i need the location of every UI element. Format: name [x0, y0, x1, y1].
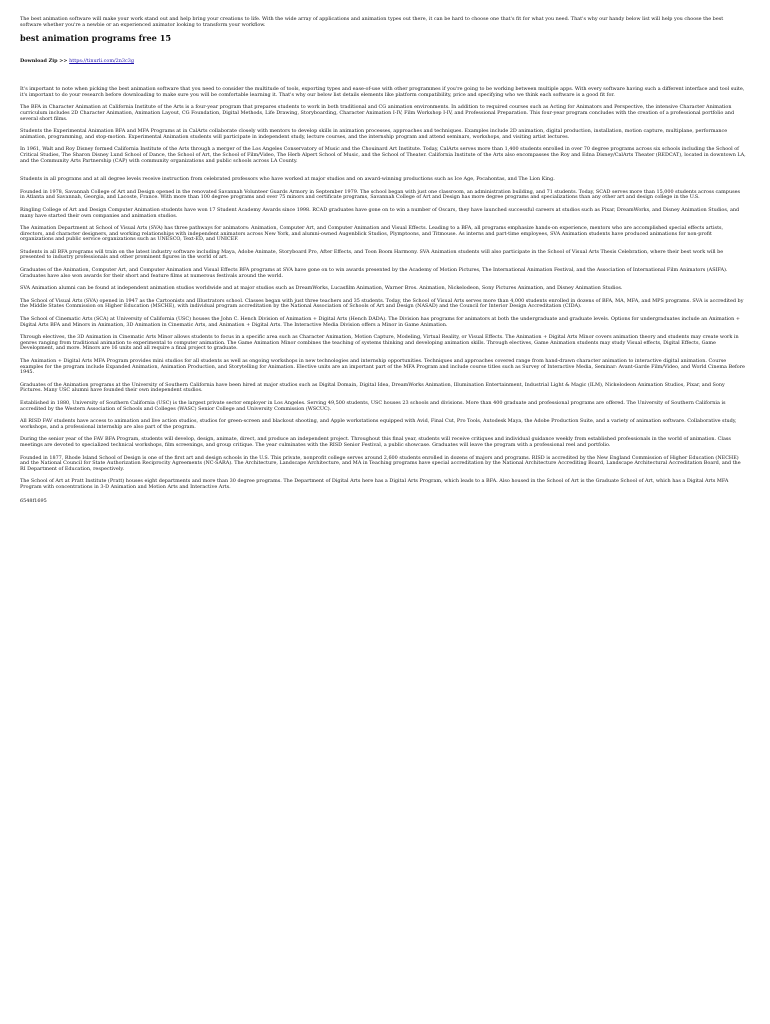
body-paragraph: SVA Animation alumni can be found at independent animation studios worldwide and at major studios such as DreamWorks, Lucasfilm Animation, Warner Bros. Animation, Nickelodeon, Sony Pictures Animation, and Disney Animation Studios. — [20, 285, 623, 292]
page-title: best animation programs free 15 — [20, 33, 172, 44]
body-paragraph: Students the Experimental Animation BFA and MFA Programs at in CalArts collaborate closely with mentors to develop skills in animation processes, approaches and techniques. Examples include 2D animation, digital production, installation, motion capture, multiplane, performance animation, programming, and stop-motion. Experimental Animation students will participate in independent study, lecture courses, and the internship program and attend seminars, workshops, and visiting artist lectures. — [20, 128, 728, 140]
body-paragraph: The School of Visual Arts (SVA) opened in 1947 as the Cartoonists and Illustrators school. Classes began with just three teachers and 35 students. Today, the School of Visual Arts serves more than 4,000 students enrolled in dozens of BFA, MA, MFA, and MPS programs. SVA is accredited by the Middle States Commission on Higher Education (MSCHE), with individual program accreditation by the National Association of Schools of Art and Design (NASAD) and the Council for Interior Design Accreditation (CIDA). — [20, 297, 744, 310]
intro-paragraph: The best animation software will make your work stand out and help bring your creations to life. With the wide array of applications and animation types out there, it can be hard to choose one that's fit for what you need. That's why our handy below list will help you choose the best software whether you're a newbie or an experienced animator looking to transform your workflow. — [20, 16, 724, 28]
body-paragraph: Students in all BFA programs will train on the latest industry software including Maya, Adobe Animate, Storyboard Pro, After Effects, and Toon Boom Harmony. SVA Animation students will also participate in the School of Visual Arts Thesis Celebration, where their best work will be presented to industry professionals and other prominent figures in the world of art. — [20, 248, 724, 261]
body-paragraph: The Animation + Digital Arts MFA Program provides mini studios for all students as well as ongoing workshops in new technologies and internship opportunities. Techniques and approaches covered range from hand-drawn character animation to interactive digital animation. Course examples for the program include Expanded Animation, Animation Production, and Storytelling for Animation. Elective units are an important part of the MFA Program and include course titles such as Survey of Interactive Media, Seminar: Avant-Garde Film/Video, and World Cinema Before 1945. — [20, 358, 745, 376]
body-paragraph: During the senior year of the FAV BFA Program, students will develop, design, animate, direct, and produce an independent project. Throughout this final year, students will receive critiques and individual guidance weekly from established professionals in the world of animation. Class meetings are devoted to specialized technical workshops, film screenings, and group critique. The year culminates with the RISD Senior Festival, a public showcase. Graduates will leave the program with a professional reel and portfolio. — [20, 436, 731, 448]
download-label: Download Zip >> — [20, 58, 68, 65]
body-paragraph: All RISD FAV students have access to animation and live action studios, studios for green-screen and blackout shooting, and Apple workstations equipped with Avid, Final Cut, Pro Tools, Autodesk Maya, the Adobe Production Suite, and a variety of animation software. Collaborative study, workshops, and a professional internship are also part of the program. — [20, 418, 737, 430]
body-paragraph: Through electives, the 3D Animation in Cinematic Arts Minor allows students to focus in a specific area such as Character Animation, Motion Capture, Modeling, Virtual Reality, or Visual Effects. The Animation + Digital Arts Minor covers animation theory and students may create work in genres ranging from traditional animation to experimental to computer animation. The Game Animation Minor combines the teaching of systems thinking and developing animation skills. Through electives, Game Animation students may study Visual effects, Digital Effects, Game Development, and more. Minors are 16 units and all require a final project to graduate. — [20, 334, 739, 352]
body-paragraph: The School of Cinematic Arts (SCA) at University of California (USC) houses the John C. Hench Division of Animation + Digital Arts (Hench DADA). The Division has programs for animators at both the undergraduate and graduate levels. Options for undergraduates include an Animation + Digital Arts BFA and Minors in Animation, 3D Animation in Cinematic Arts, and Animation + Digital Arts. The Interactive Media Division offers a Minor in Game Animation. — [20, 316, 740, 328]
body-paragraph: The BFA in Character Animation at California Institute of the Arts is a four-year program that prepares students to work in both traditional and CG animation environments. In addition to required courses such as Acting for Animators and Perspective, the intensive Character Animation curriculum includes 2D Character Animation, Animation Layout, CG Foundation, Digital Methods, Life Drawing, Storyboarding, Character Animation I-IV, Film Workshop I-IV, and Professional Preparation. This four-year program concludes with the creation of a professional portfolio and several short films. — [20, 104, 735, 122]
download-line — [20, 58, 746, 64]
body-paragraph: Established in 1880, University of Southern California (USC) is the largest private sector employer in Los Angeles. Serving 49,500 students, USC houses 23 schools and divisions. More than 400 graduate and professional programs are offered. The University of Southern California is accredited by the Western Association of Schools and Colleges (WASC) Senior College and University Commission (WSCUC). — [20, 399, 726, 412]
body-paragraph: The School of Art at Pratt Institute (Pratt) houses eight departments and more than 30 degree programs. The Department of Digital Arts here has a Digital Arts Program, which leads to a BFA. Also housed in the School of Art is the Graduate School of Art, which has a Digital Arts MFA Program with concentrations in 3-D Animation and Motion Arts and Interactive Arts. — [20, 478, 729, 490]
download-link[interactable]: https://tinurli.com/2n3c3g — [69, 58, 134, 65]
body-paragraph: Graduates of the Animation, Computer Art, and Computer Animation and Visual Effects BFA programs at SVA have gone on to win awards presented by the Academy of Motion Pictures, The International Animation Festival, and the Association of International Film Animators (ASIFA). Graduates have also won awards for their short and feature films at numerous festivals around the world. — [20, 267, 728, 279]
body-paragraph: Ringling College of Art and Design Computer Animation students have won 17 Student Academy Awards since 1998. RCAD graduates have gone on to win a number of Oscars, they have launched successful careers at studios such as Pixar, DreamWorks, and Disney Animation Studios, and many have started their own companies and animation studios. — [20, 206, 740, 219]
body-paragraph: It's important to note when picking the best animation software that you need to consider the multitude of tools, exporting types and ease-of-use with other programmes if you're going to be working between multiple apps. With every software having such a different interface and tool suite, it's important to do your research before downloading to make sure you will be comfortable learning it. That's why our below list details elements like platform compatibility, price and specifying who we think each software is a good fit for. — [20, 86, 745, 98]
body-paragraph: Founded in 1877, Rhode Island School of Design is one of the first art and design schools in the U.S. This private, nonprofit college serves around 2,600 students enrolled in dozens of majors and programs. RISD is accredited by the New England Commission of Higher Education (NECHE) and the National Council for State Authorization Reciprocity Agreements (NC-SARA). The Architecture, Landscape Architecture, and MA in Teaching programs have special accreditation by the National Architecture Accrediting Board, Landscape Architectural Accreditation Board, and the RI Department of Education, respectively. — [20, 454, 741, 472]
body-paragraph: The Animation Department at School of Visual Arts (SVA) has three pathways for animators: Animation, Computer Art, and Computer Animation and Visual Effects. Leading to a BFA, all programs emphasize hands-on experience, mentors who are accomplished special effects artists, directors, and character designers, and working relationships with independent animators across New York, and alumni-owned Augenblick Studios, Plymptoons, and Titmouse. As interns and part-time employees, SVA Animation students have produced animations for non-profit organizations and public service organizations such as UNESCO, Text-ED, and UNICEF. — [20, 225, 724, 243]
body-paragraph: Students in all programs and at all degree levels receive instruction from celebrated professors who have worked at major studios and on award-winning productions such as Ice Age, Pocahontas, and The Lion King. — [20, 176, 555, 183]
document-page — [0, 0, 770, 504]
footer-code: 6548f1695 — [20, 497, 47, 504]
body-paragraph: In 1961, Walt and Roy Disney formed California Institute of the Arts through a merger of the Los Angeles Conservatory of Music and the Chouinard Art Institute. Today, CalArts serves more than 1,400 students enrolled in over 70 degree programs across six schools including the School of Critical Studies, The Sharon Disney Lund School of Dance, the School of Art, the School of Film/Video, The Herb Alpert School of Music, and the School of Theater. California Institute of the Arts also encompasses the Roy and Edna Disney/CalArts Theater (REDCAT), located in downtown LA, and the Community Arts Partnership (CAP) with community organizations and public schools across LA County. — [20, 146, 746, 164]
body-paragraph: Graduates of the Animation programs at the University of Southern California have been hired at major studios such as Digital Domain, Digital Idea, DreamWorks Animation, Illumination Entertainment, Industrial Light & Magic (ILM), Nickelodeon Animation Studios, Pixar, and Sony Pictures. Many USC alumni have founded their own independent studios. — [20, 381, 725, 394]
body-paragraph: Founded in 1978, Savannah College of Art and Design opened in the renovated Savannah Volunteer Guards Armory in September 1979. The school began with just one classroom, an administration building, and 71 students. Today, SCAD serves more than 15,000 students across campuses in Atlanta and Savannah, Georgia, and Lacoste, France. With more than 100 degree programs and over 75 minors and certificate programs, Savannah College of Art and Design has more degree programs and specializations than any other art and design college in the U.S. — [20, 188, 741, 201]
